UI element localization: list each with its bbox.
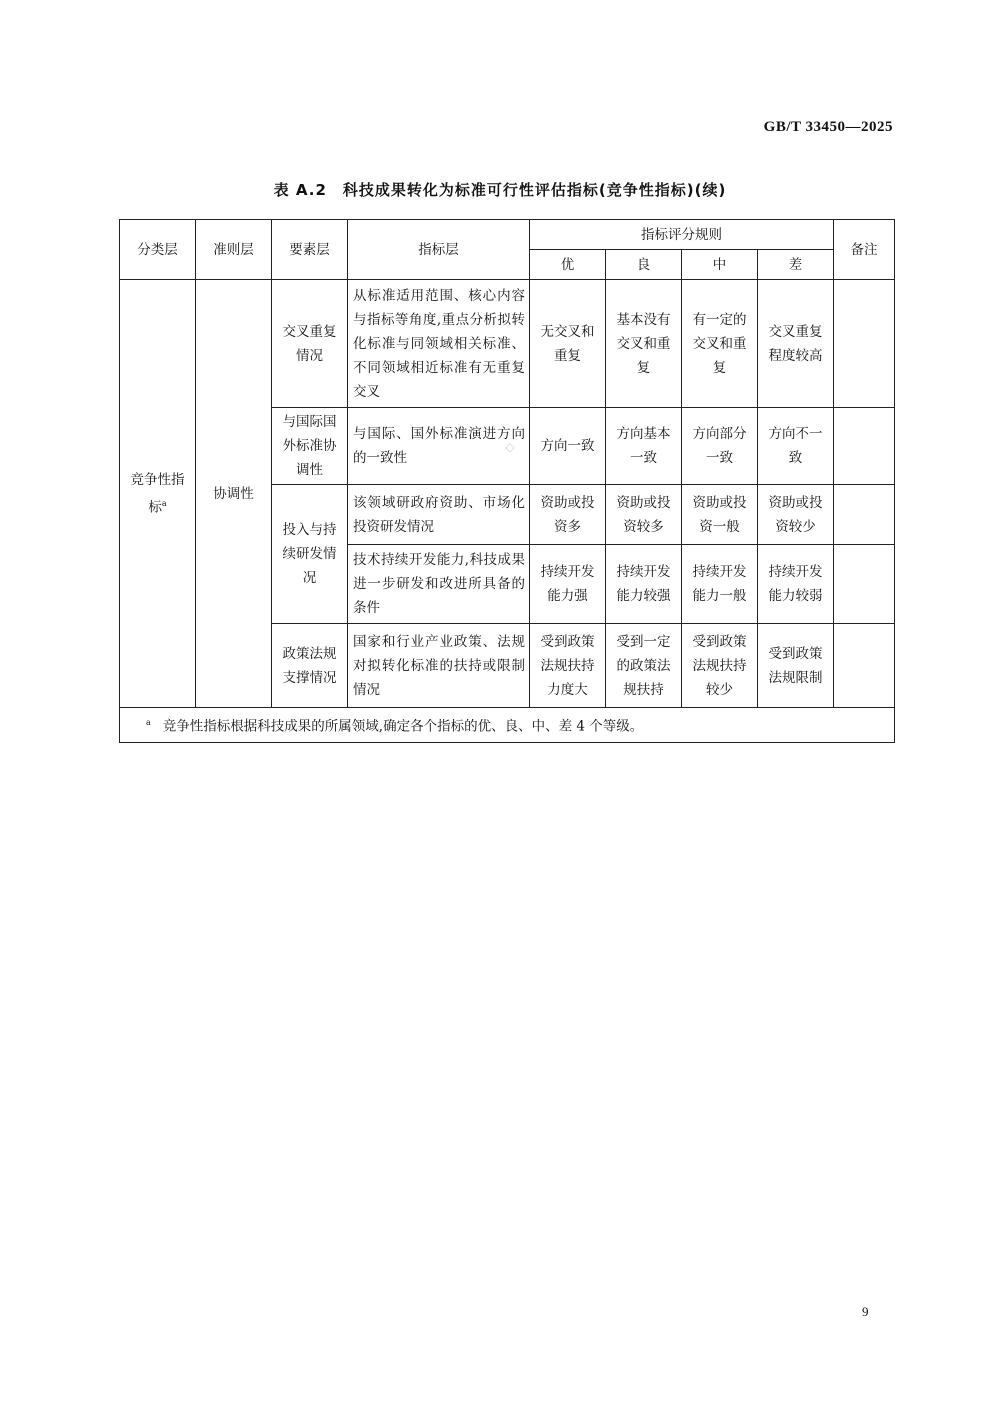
indicator-cell: 与国际、国外标准演进方向的一致性 — [348, 408, 530, 485]
grade-medium-cell: 受到政策法规扶持较少 — [682, 624, 758, 708]
header-grade-good: 良 — [606, 250, 682, 280]
element-cell: 政策法规支撑情况 — [272, 624, 348, 708]
watermark-logo: ◇ — [505, 440, 515, 454]
remark-cell — [834, 545, 895, 624]
grade-poor-cell: 方向不一致 — [758, 408, 834, 485]
grade-poor-cell: 持续开发能力较弱 — [758, 545, 834, 624]
category-footnote-mark: a — [161, 498, 167, 508]
header-grade-poor: 差 — [758, 250, 834, 280]
element-cell: 交叉重复情况 — [272, 280, 348, 408]
indicator-cell: 技术持续开发能力,科技成果进一步研发和改进所具备的条件 — [348, 545, 530, 624]
header-indicator: 指标层 — [348, 220, 530, 280]
grade-medium-cell: 资助或投资一般 — [682, 485, 758, 545]
element-cell: 与国际国外标准协调性 — [272, 408, 348, 485]
indicator-cell: 从标准适用范围、核心内容与指标等角度,重点分析拟转化标准与同领域相关标准、不同领域相近标准有无重复交叉 — [348, 280, 530, 408]
table-title: 表 A.2 科技成果转化为标准可行性评估指标(竞争性指标)(续) — [273, 181, 727, 199]
grade-poor-cell: 资助或投资较少 — [758, 485, 834, 545]
header-scoring-rule: 指标评分规则 — [530, 220, 834, 250]
evaluation-table — [119, 219, 895, 743]
remark-cell — [834, 280, 895, 408]
header-grade-medium: 中 — [682, 250, 758, 280]
indicator-cell: 该领域研政府资助、市场化投资研发情况 — [348, 485, 530, 545]
header-remarks: 备注 — [834, 220, 895, 280]
grade-excellent-cell: 持续开发能力强 — [530, 545, 606, 624]
remark-cell — [834, 408, 895, 485]
grade-good-cell: 资助或投资较多 — [606, 485, 682, 545]
grade-medium-cell: 方向部分一致 — [682, 408, 758, 485]
page-number: 9 — [862, 1304, 869, 1319]
grade-excellent-cell: 方向一致 — [530, 408, 606, 485]
footnote-text: 竞争性指标根据科技成果的所属领域,确定各个指标的优、良、中、差 4 个等级。 — [162, 718, 644, 735]
grade-medium-cell: 持续开发能力一般 — [682, 545, 758, 624]
header-criterion: 准则层 — [196, 220, 272, 280]
header-element: 要素层 — [272, 220, 348, 280]
grade-medium-cell: 有一定的交叉和重复 — [682, 280, 758, 408]
header-grade-excellent: 优 — [530, 250, 606, 280]
grade-good-cell: 基本没有交叉和重复 — [606, 280, 682, 408]
grade-excellent-cell: 无交叉和重复 — [530, 280, 606, 408]
grade-poor-cell: 交叉重复程度较高 — [758, 280, 834, 408]
indicator-cell: 国家和行业产业政策、法规对拟转化标准的扶持或限制情况 — [348, 624, 530, 708]
grade-good-cell: 受到一定的政策法规扶持 — [606, 624, 682, 708]
remark-cell — [834, 624, 895, 708]
header-category: 分类层 — [120, 220, 196, 280]
criterion-cell: 协调性 — [196, 280, 272, 708]
category-label: 竞争性指标 — [130, 471, 185, 516]
grade-poor-cell: 受到政策法规限制 — [758, 624, 834, 708]
grade-good-cell: 持续开发能力较强 — [606, 545, 682, 624]
element-cell: 投入与持续研发情况 — [272, 485, 348, 624]
grade-excellent-cell: 资助或投资多 — [530, 485, 606, 545]
category-cell — [120, 280, 196, 708]
remark-cell — [834, 485, 895, 545]
standard-code: GB/T 33450—2025 — [763, 119, 893, 135]
grade-good-cell: 方向基本一致 — [606, 408, 682, 485]
footnote-mark: a — [146, 718, 151, 727]
table-footnote — [120, 708, 895, 743]
grade-excellent-cell: 受到政策法规扶持力度大 — [530, 624, 606, 708]
